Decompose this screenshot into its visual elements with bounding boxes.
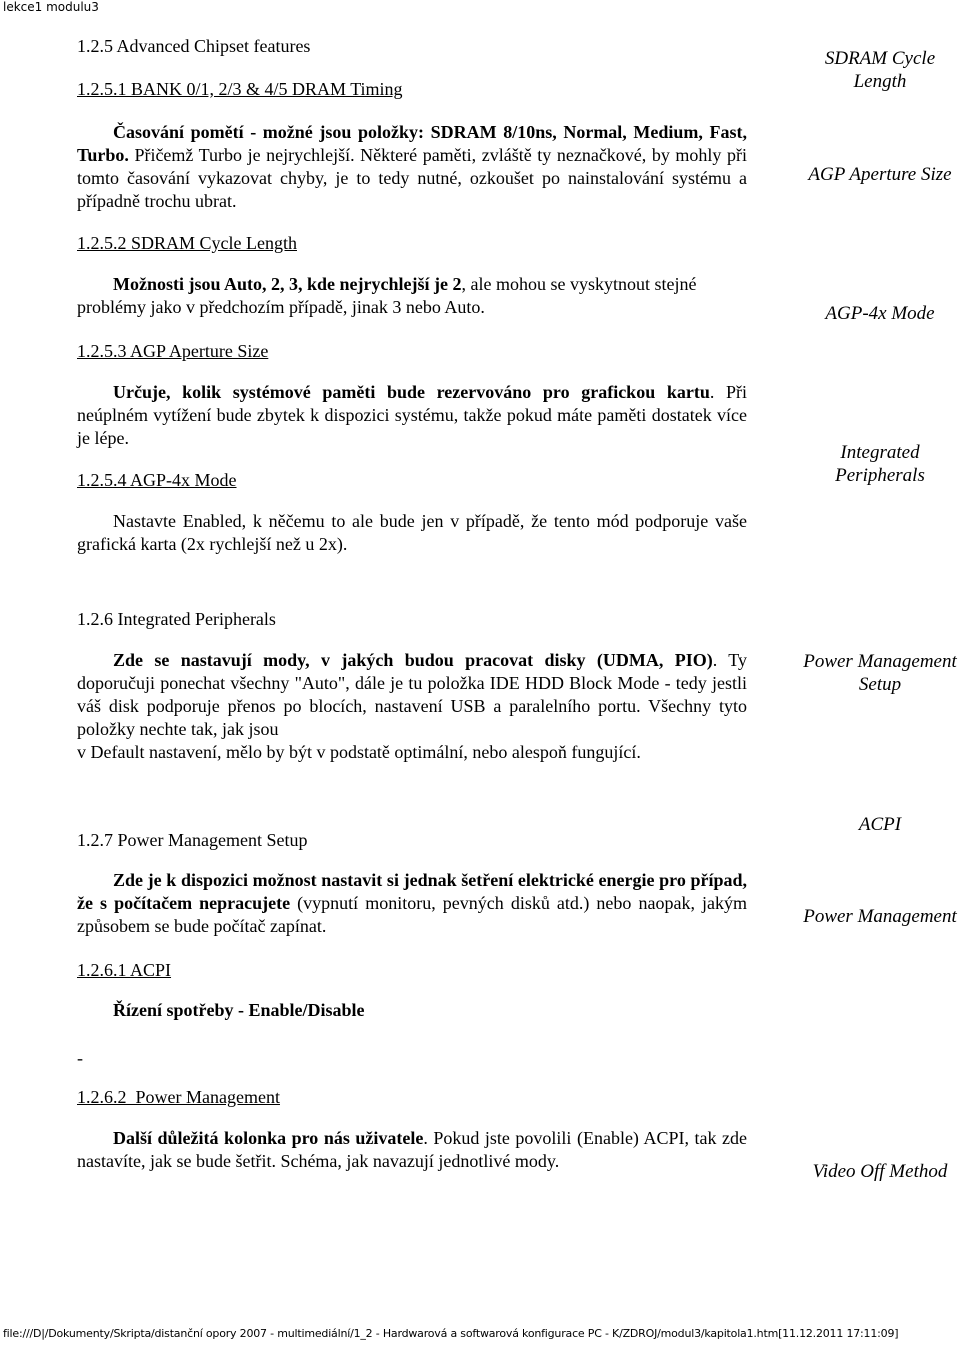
page-header-title: lekce1 modulu3 [3, 0, 99, 14]
paragraph-pm-bold: Další důležitá kolonka pro nás uživatele [113, 1128, 424, 1148]
heading-integrated-peripherals: 1.2.6 Integrated Peripherals [77, 609, 276, 629]
heading-acpi[interactable]: 1.2.6.1 ACPI [77, 960, 172, 980]
paragraph-integrated-rest: . Ty doporučuji ponechat všechny "Auto", dále je tu položka IDE HDD Block Mode - tedy jestli váš disk podporuje přenos po blocích, nastavení USB a paralelního portu. Všechny tyto položky nechte tak, jak jsou [77, 650, 747, 739]
sidebar-link-agp-4x-mode[interactable]: AGP-4x Mode [825, 303, 935, 324]
paragraph-agp-aperture-size [77, 381, 747, 450]
sidebar-link-video-off-method[interactable]: Video Off Method [812, 1161, 948, 1182]
sidebar-link-integrated-peripherals[interactable]: Integrated Peripherals [835, 442, 925, 486]
heading-agp-aperture-size[interactable]: 1.2.5.3 AGP Aperture Size [77, 341, 269, 361]
paragraph-pm-rest: . Pokud jste povolili (Enable) ACPI, tak zde nastavíte, jak se bude šetřit. Schéma, jak navazují jednotlivé mody. [77, 1128, 747, 1171]
page-footer-path: file:///D|/Dokumenty/Skripta/distanční opory 2007 - multimediální/1_2 - Hardwarová a softwarová konfigurace PC - K/ZDROJ/modul3/kapitola1.htm[11.12.2011 17:11:09] [3, 1327, 899, 1340]
heading-power-management-setup: 1.2.7 Power Management Setup [77, 830, 308, 850]
paragraph-acpi: Řízení spotřeby - Enable/Disable [113, 1000, 365, 1020]
sidebar-link-power-management[interactable]: Power Management [803, 906, 957, 927]
heading-power-management[interactable]: 1.2.6.2 Power Management [77, 1087, 280, 1107]
paragraph-pm-setup-bold: Zde je k dispozici možnost nastavit si jednak šetření elektrické energie pro případ, že s počítačem nepracujete [77, 870, 747, 913]
paragraph-dram-timing [77, 121, 747, 213]
paragraph-sdram-rest: , ale mohou se vyskytnout stejné problémy jako v předchozím případě, jinak 3 nebo Auto. [77, 274, 697, 317]
paragraph-power-management [77, 1127, 747, 1173]
paragraph-integrated-peripherals [77, 649, 747, 741]
paragraph-sdram-bold: Možnosti jsou Auto, 2, 3, kde nejrychlejší je 2 [113, 274, 462, 294]
heading-advanced-chipset-features: 1.2.5 Advanced Chipset features [77, 36, 311, 56]
heading-dram-timing[interactable]: 1.2.5.1 BANK 0/1, 2/3 & 4/5 DRAM Timing [77, 79, 403, 99]
sidebar-link-agp-aperture-size[interactable]: AGP Aperture Size [808, 164, 952, 185]
paragraph-pm-setup-rest: (vypnutí monitoru, pevných disků atd.) nebo naopak, jakým způsobem se bude počítač zapínat. [77, 893, 748, 936]
paragraph-power-management-setup [77, 869, 747, 938]
dash-separator: - [77, 1048, 83, 1068]
paragraph-agp-aperture-bold: Určuje, kolik systémové paměti bude rezervováno pro grafickou kartu [113, 382, 710, 402]
paragraph-integrated-bold: Zde se nastavují mody, v jakých budou pracovat disky (UDMA, PIO) [113, 650, 713, 670]
paragraph-dram-timing-bold: Časování pomětí - možné jsou položky: SDRAM 8/10ns, Normal, Medium, Fast, Turbo. [77, 122, 747, 165]
sidebar-link-power-management-setup[interactable]: Power Management Setup [803, 651, 957, 695]
paragraph-sdram-cycle-length [77, 273, 747, 319]
sidebar-link-acpi[interactable]: ACPI [858, 814, 902, 835]
heading-sdram-cycle-length[interactable]: 1.2.5.2 SDRAM Cycle Length [77, 233, 297, 253]
paragraph-agp-4x-mode: Nastavte Enabled, k něčemu to ale bude jen v případě, že tento mód podporuje vaše grafická karta (2x rychlejší než u 2x). [77, 511, 747, 554]
paragraph-dram-timing-rest: Přičemž Turbo je nejrychlejší. Některé paměti, zvláště ty neznačkové, by mohly při tomto časování vykazovat chyby, je to tedy nutné, ozkoušet po nainstalování systému a případně trochu ubrat. [77, 145, 747, 211]
heading-agp-4x-mode[interactable]: 1.2.5.4 AGP-4x Mode [77, 470, 237, 490]
paragraph-agp-aperture-rest: . Při neúplném vytížení bude zbytek k dispozici systému, takže pokud máte paměti dostatek více je lépe. [77, 382, 747, 448]
paragraph-integrated-line2: v Default nastavení, mělo by být v podstatě optimální, nebo alespoň fungující. [77, 742, 641, 762]
sidebar-link-sdram-cycle-length[interactable]: SDRAM Cycle Length [824, 48, 936, 92]
